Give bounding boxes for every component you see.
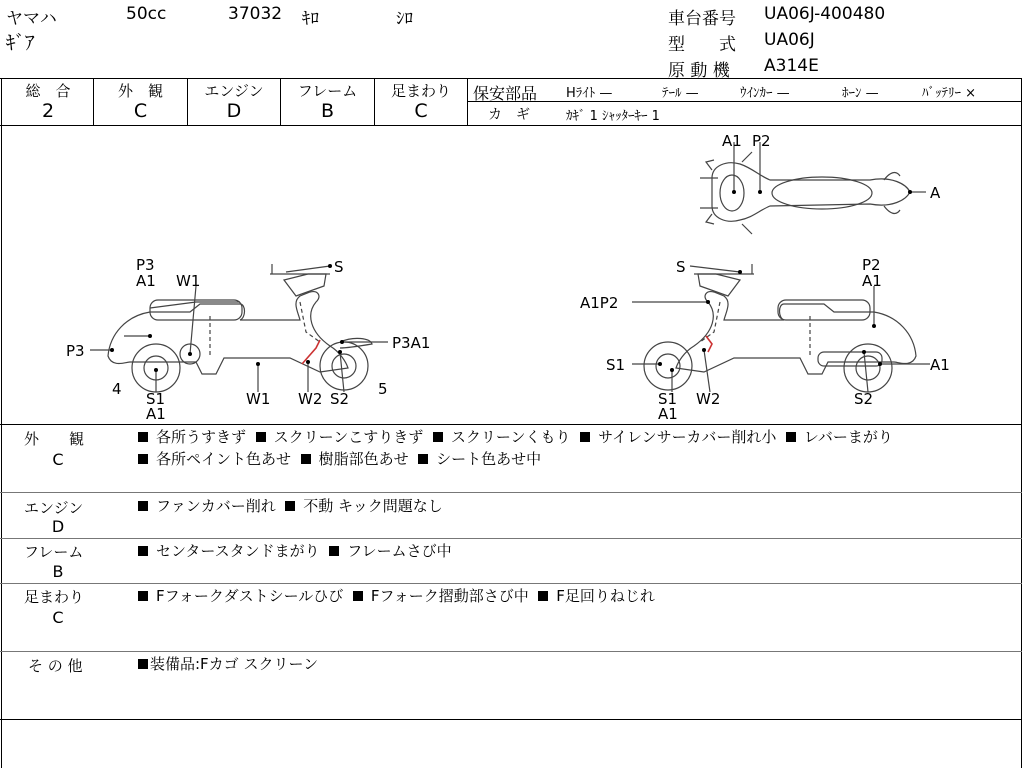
divider (1021, 78, 1022, 768)
diag-label: A (930, 184, 941, 202)
grade-value-engine: D (226, 100, 242, 122)
diag-label: W1 (246, 390, 271, 408)
scooter-right-view (632, 264, 930, 392)
diag-label: W1 (176, 272, 201, 290)
diag-label: A1 (658, 405, 678, 423)
section-notes-suspension (138, 585, 1014, 607)
grade-label-total: 総 合 (25, 82, 71, 100)
safety-item-headlight: Hﾗｲﾄ — (566, 86, 613, 101)
key-value: ｶｷﾞ 1 ｼｬｯﾀｰｷｰ 1 (566, 109, 660, 124)
safety-item-battery: ﾊﾞｯﾃﾘｰ × (922, 86, 977, 101)
diag-label: S1 (606, 356, 626, 374)
diag-label: A1P2 (580, 294, 619, 312)
section-notes-other (138, 653, 1014, 675)
note: サイレンサーカバー削れ小 (598, 428, 777, 446)
diag-label: P3 (136, 256, 155, 274)
diag-label: S2 (854, 390, 874, 408)
section-label-other: そ の 他 (28, 657, 83, 675)
note: 各所ペイント色あせ (156, 450, 292, 468)
scooter-top-view (700, 142, 926, 234)
note: スクリーンこすりきず (273, 428, 424, 446)
note: Fフォークダストシールひび (156, 587, 344, 605)
diag-label: 4 (112, 380, 122, 398)
grade-value-total: 2 (41, 100, 55, 122)
diag-label: S (676, 258, 686, 276)
section-label-exterior: 外 観 (24, 430, 85, 448)
note: ファンカバー削れ (156, 497, 276, 515)
grade-value-frame: B (320, 100, 335, 122)
section-grade-frame: B (52, 562, 64, 581)
grade-label-engine: エンジン (204, 82, 264, 100)
grade-label-frame: フレーム (297, 82, 358, 100)
model-name: ｷﾞｱ (6, 32, 35, 54)
grade-label-suspension: 足まわり (390, 82, 451, 100)
diag-label: S1 (146, 390, 166, 408)
note: センタースタンドまがり (156, 542, 320, 560)
section-grade-exterior: C (52, 450, 64, 469)
note: スクリーンくもり (450, 428, 571, 446)
divider (467, 78, 468, 125)
damage-diagram (0, 126, 1020, 424)
divider (0, 583, 1022, 584)
divider (0, 492, 1022, 493)
section-label-engine: エンジン (24, 499, 84, 517)
diag-label: 5 (378, 380, 388, 398)
divider (0, 538, 1022, 539)
diag-label: S1 (658, 390, 678, 408)
grade-label-exterior: 外 観 (117, 82, 163, 100)
divider (0, 651, 1022, 652)
diag-label: W2 (696, 390, 721, 408)
diag-label: S2 (330, 390, 350, 408)
diag-label: A1 (136, 272, 156, 290)
frame-no: UA06J-400480 (764, 4, 886, 24)
section-grade-engine: D (51, 517, 65, 536)
divider (0, 78, 1022, 79)
engine-label: 原 動 機 (668, 61, 730, 81)
diag-label: P3 (66, 342, 85, 360)
diag-label: A1 (930, 356, 950, 374)
section-grade-suspension: C (52, 608, 64, 627)
note: フレームさび中 (347, 542, 452, 560)
color: ｼﾛ (396, 9, 413, 29)
note: 不動 キック問題なし (303, 497, 443, 515)
diag-label: P2 (752, 132, 771, 150)
diag-label: A1 (146, 405, 166, 423)
type-label: 型 式 (668, 35, 736, 55)
note: シート色あせ中 (436, 450, 542, 468)
safety-item-taillight: ﾃｰﾙ — (662, 86, 699, 101)
frame-no-label: 車台番号 (668, 9, 736, 29)
grade-value-suspension: C (414, 100, 428, 122)
section-notes-engine (138, 495, 1014, 517)
section-label-frame: フレーム (24, 543, 84, 561)
diag-label: S (334, 258, 344, 276)
safety-label: 保安部品 (473, 84, 538, 103)
divider (468, 101, 1022, 102)
mileage-unit: ｷﾛ (302, 9, 319, 29)
diag-label: A1 (862, 272, 882, 290)
note: レバーまがり (803, 428, 893, 446)
divider (0, 719, 1022, 720)
note: Fフォーク摺動部さび中 (370, 587, 529, 605)
note: 樹脂部色あせ (318, 450, 409, 468)
type-value: UA06J (764, 30, 815, 50)
displacement: 50cc (126, 4, 167, 24)
mileage: 37032 (228, 4, 283, 24)
section-notes-exterior (138, 426, 1014, 470)
grade-value-exterior: C (133, 100, 148, 122)
divider (0, 424, 1022, 425)
scooter-left-view (90, 264, 388, 392)
diag-label: P3A1 (392, 334, 431, 352)
safety-item-horn: ﾎｰﾝ — (842, 86, 879, 101)
note: 各所うすきず (156, 428, 247, 446)
diag-label: W2 (298, 390, 323, 408)
section-label-suspension: 足まわり (24, 588, 85, 606)
diagram-labels (66, 132, 950, 423)
note: 装備品:Fカゴ スクリーン (150, 655, 319, 673)
diag-label: P2 (862, 256, 881, 274)
safety-item-winker: ｳｲﾝｶｰ — (740, 86, 790, 101)
key-label: カ ギ (488, 107, 530, 123)
maker: ヤマハ (6, 9, 57, 29)
diag-label: A1 (722, 132, 742, 150)
section-notes-frame (138, 540, 1014, 562)
note: F足回りねじれ (556, 587, 655, 605)
engine-value: A314E (764, 56, 819, 76)
